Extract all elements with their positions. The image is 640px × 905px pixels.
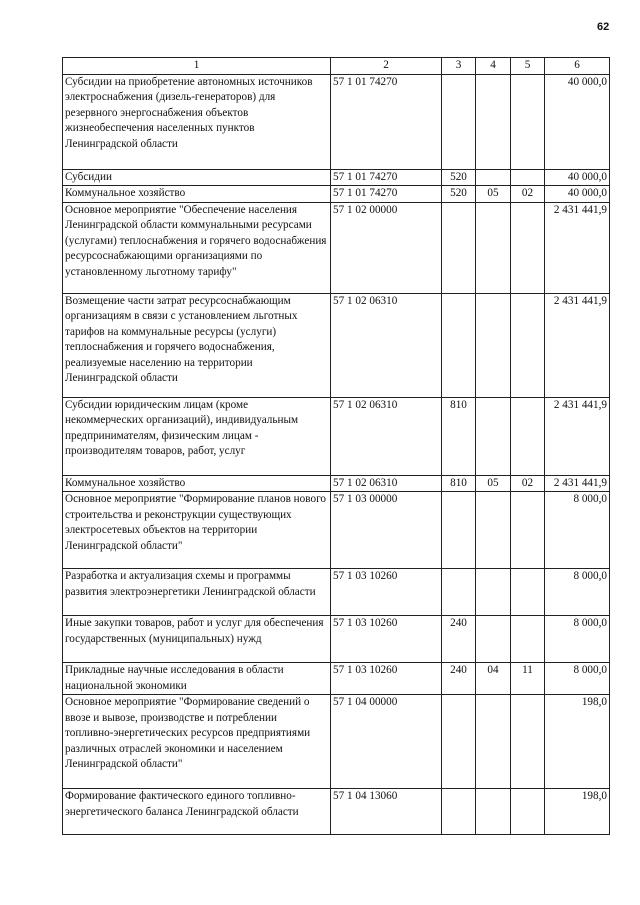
table-row	[63, 475, 610, 492]
row-name: Основное мероприятие "Формирование сведений о ввозе и вывозе, производстве и потреблении топливно-энергетических ресурсов предприятиями различных отраслей экономики и населением Ленинградской области"	[63, 695, 331, 789]
row-c3: 240	[442, 616, 476, 663]
table-row	[63, 293, 610, 397]
row-c4: 04	[476, 663, 511, 695]
header-col-6: 6	[545, 58, 610, 75]
row-code: 57 1 02 06310	[331, 475, 442, 492]
row-code: 57 1 03 10260	[331, 616, 442, 663]
row-c3	[442, 569, 476, 616]
table-row	[63, 789, 610, 835]
row-code: 57 1 03 00000	[331, 492, 442, 569]
header-col-4: 4	[476, 58, 511, 75]
row-name: Прикладные научные исследования в области национальной экономики	[63, 663, 331, 695]
row-c5: 11	[511, 663, 545, 695]
row-name: Иные закупки товаров, работ и услуг для обеспечения государственных (муниципальных) нужд	[63, 616, 331, 663]
row-name: Субсидии юридическим лицам (кроме некоммерческих организаций), индивидуальным предпринимателям, физическим лицам - производителям товаров, работ, услуг	[63, 397, 331, 475]
header-col-2: 2	[331, 58, 442, 75]
row-code: 57 1 03 10260	[331, 663, 442, 695]
row-code: 57 1 04 00000	[331, 695, 442, 789]
row-name: Основное мероприятие "Формирование планов нового строительства и реконструкции существующих электросетевых объектов на территории Ленинградской области"	[63, 492, 331, 569]
table-row	[63, 74, 610, 169]
row-amount: 8 000,0	[545, 663, 610, 695]
row-amount: 8 000,0	[545, 492, 610, 569]
row-c4	[476, 616, 511, 663]
row-name: Коммунальное хозяйство	[63, 186, 331, 203]
row-name: Формирование фактического единого топливно-энергетического баланса Ленинградской области	[63, 789, 331, 835]
row-name: Возмещение части затрат ресурсоснабжающим организациям в связи с установлением льготных тарифов на коммунальные ресурсы (услуги) теплоснабжения и горячего водоснабжения, реализуемые населению на территории Ленинградской области	[63, 293, 331, 397]
row-code: 57 1 04 13060	[331, 789, 442, 835]
row-c5	[511, 169, 545, 186]
row-c3	[442, 293, 476, 397]
table-row	[63, 169, 610, 186]
row-c5	[511, 695, 545, 789]
row-c3	[442, 74, 476, 169]
row-amount: 2 431 441,9	[545, 475, 610, 492]
table-row	[63, 492, 610, 569]
row-code: 57 1 01 74270	[331, 74, 442, 169]
row-code: 57 1 01 74270	[331, 186, 442, 203]
row-c5	[511, 616, 545, 663]
row-name: Субсидии на приобретение автономных источников электроснабжения (дизель-генераторов) для резервного энергоснабжения объектов жизнеобеспечения населенных пунктов Ленинградской области	[63, 74, 331, 169]
row-c5	[511, 397, 545, 475]
table-row	[63, 186, 610, 203]
row-c5: 02	[511, 475, 545, 492]
row-c4	[476, 492, 511, 569]
header-col-3: 3	[442, 58, 476, 75]
row-c4	[476, 74, 511, 169]
row-name: Субсидии	[63, 169, 331, 186]
row-name: Коммунальное хозяйство	[63, 475, 331, 492]
row-c5	[511, 293, 545, 397]
row-amount: 2 431 441,9	[545, 293, 610, 397]
table-row	[63, 663, 610, 695]
row-c5	[511, 492, 545, 569]
row-c4	[476, 293, 511, 397]
row-c3	[442, 695, 476, 789]
row-c4: 05	[476, 475, 511, 492]
row-c4: 05	[476, 186, 511, 203]
header-col-1: 1	[63, 58, 331, 75]
page-number: 62	[597, 21, 610, 33]
row-code: 57 1 02 06310	[331, 397, 442, 475]
row-c4	[476, 695, 511, 789]
row-c3: 810	[442, 475, 476, 492]
row-c3: 520	[442, 186, 476, 203]
row-c3: 810	[442, 397, 476, 475]
row-amount: 2 431 441,9	[545, 202, 610, 293]
row-c4	[476, 169, 511, 186]
row-code: 57 1 03 10260	[331, 569, 442, 616]
row-c5: 02	[511, 186, 545, 203]
row-code: 57 1 02 00000	[331, 202, 442, 293]
table-row	[63, 695, 610, 789]
row-amount: 40 000,0	[545, 74, 610, 169]
row-name: Разработка и актуализация схемы и программы развития электроэнергетики Ленинградской области	[63, 569, 331, 616]
row-c3	[442, 789, 476, 835]
row-amount: 40 000,0	[545, 169, 610, 186]
row-c3: 240	[442, 663, 476, 695]
row-code: 57 1 01 74270	[331, 169, 442, 186]
row-amount: 198,0	[545, 789, 610, 835]
row-amount: 198,0	[545, 695, 610, 789]
header-row	[63, 58, 610, 75]
row-name: Основное мероприятие "Обеспечение населения Ленинградской области коммунальными ресурсами (услугами) теплоснабжения и горячего водоснабжения ресурсоснабжающими организациями по установленному льготному тарифу"	[63, 202, 331, 293]
row-c5	[511, 202, 545, 293]
row-c4	[476, 569, 511, 616]
header-col-5: 5	[511, 58, 545, 75]
row-c5	[511, 569, 545, 616]
row-c4	[476, 397, 511, 475]
table-row	[63, 202, 610, 293]
row-c3	[442, 492, 476, 569]
row-amount: 2 431 441,9	[545, 397, 610, 475]
row-c5	[511, 74, 545, 169]
row-code: 57 1 02 06310	[331, 293, 442, 397]
row-c3: 520	[442, 169, 476, 186]
budget-table	[62, 57, 610, 835]
table-row	[63, 616, 610, 663]
row-amount: 40 000,0	[545, 186, 610, 203]
row-c4	[476, 789, 511, 835]
row-amount: 8 000,0	[545, 616, 610, 663]
row-c3	[442, 202, 476, 293]
table-row	[63, 397, 610, 475]
row-c4	[476, 202, 511, 293]
row-c5	[511, 789, 545, 835]
row-amount: 8 000,0	[545, 569, 610, 616]
table-row	[63, 569, 610, 616]
